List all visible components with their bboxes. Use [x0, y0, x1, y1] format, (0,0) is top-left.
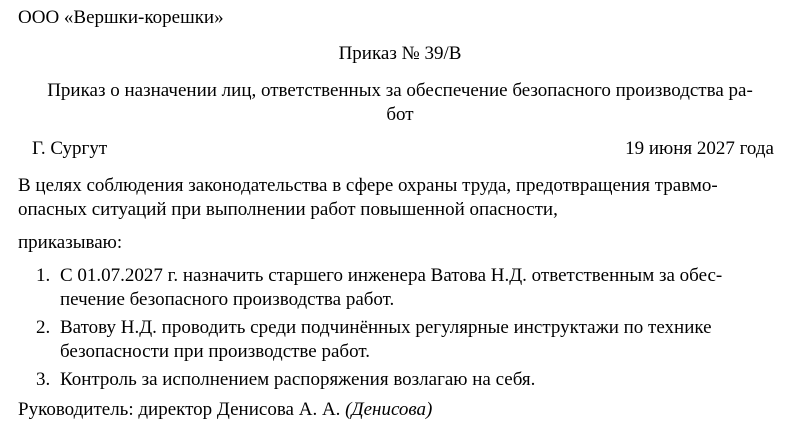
- order-title-line-1: Приказ о назначении лиц, ответственных за обеспечение безопасного производства ра-: [47, 80, 753, 101]
- signature-name: (Денисова): [345, 399, 433, 420]
- order-date: 19 июня 2027 года: [625, 138, 774, 159]
- order-items-list: [18, 264, 782, 396]
- list-item-line-1: Контроль за исполнением распоряжения возлагаю на себя.: [60, 369, 536, 390]
- list-item-line-1: С 01.07.2027 г. назначить старшего инженера Ватова Н.Д. ответственным за обес-: [60, 265, 723, 286]
- signature-block: [18, 398, 432, 422]
- list-item-line-2: безопасности при производстве работ.: [60, 341, 370, 362]
- preamble-line-2: опасных ситуаций при выполнении работ повышенной опасности,: [18, 199, 558, 220]
- organization-name: ООО «Вершки-корешки»: [18, 7, 224, 28]
- list-item: [18, 264, 782, 312]
- order-title-line-2: бот: [386, 104, 414, 125]
- list-item-number: 3.: [36, 369, 51, 390]
- list-item-number: 1.: [36, 265, 51, 286]
- list-item-line-2: печение безопасного производства работ.: [60, 289, 395, 310]
- list-item-number: 2.: [36, 317, 51, 338]
- list-item: [18, 368, 782, 392]
- preamble: [18, 174, 782, 222]
- list-item-line-1: Ватову Н.Д. проводить среди подчинённых регулярные инструктажи по технике: [60, 317, 712, 338]
- list-item: [18, 316, 782, 364]
- order-number: Приказ № 39/В: [338, 43, 462, 64]
- order-place: Г. Сургут: [32, 138, 108, 159]
- signature-label: Руководитель: директор Денисова А. А.: [18, 399, 341, 420]
- decree-word: приказываю:: [18, 232, 123, 253]
- order-title: [18, 79, 782, 127]
- preamble-line-1: В целях соблюдения законодательства в сфере охраны труда, предотвращения травмо-: [18, 175, 718, 196]
